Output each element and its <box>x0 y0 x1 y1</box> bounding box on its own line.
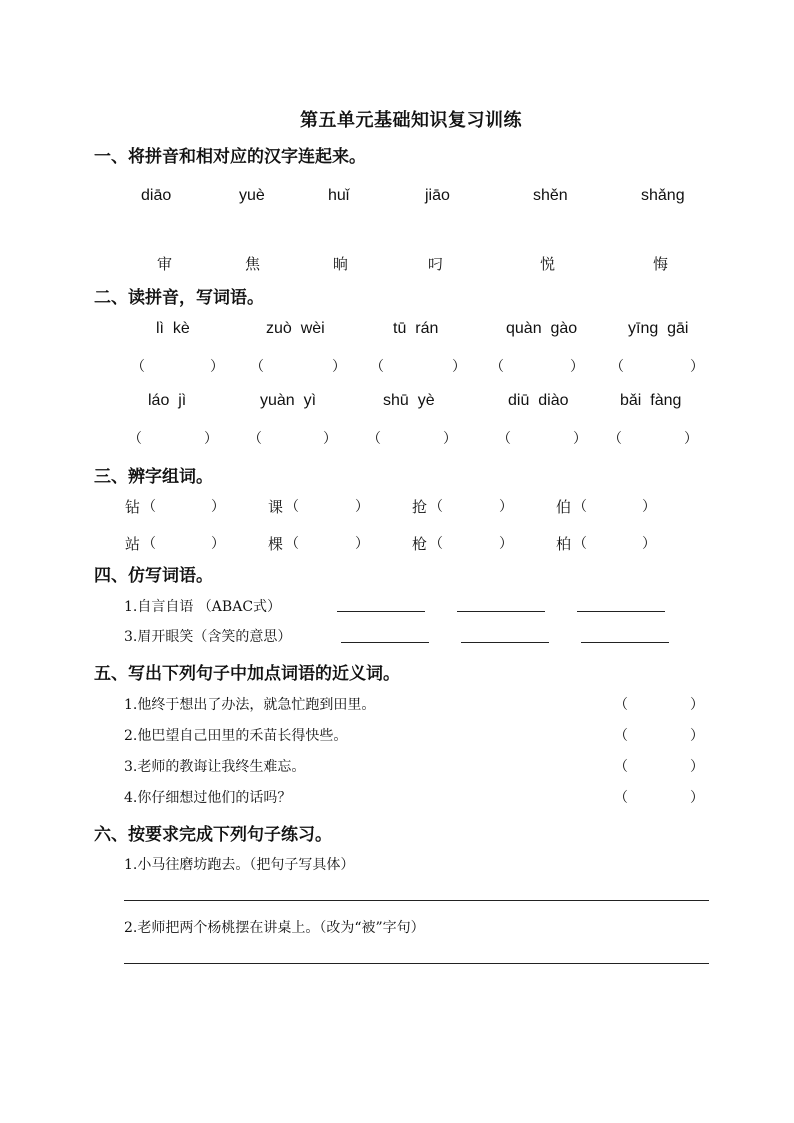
answer-paren-open: （ <box>614 697 628 713</box>
answer-paren-open: （ <box>248 431 262 447</box>
answer-paren-open: （ <box>142 499 156 515</box>
sentence-item: 1.他终于想出了办法，就急忙跑到田里。 <box>124 697 376 713</box>
pinyin-item: shěn <box>533 187 568 204</box>
answer-paren-close: ） <box>642 536 656 552</box>
answer-paren-close: ） <box>570 359 584 375</box>
pinyin-item: jiāo <box>425 187 450 204</box>
exercise-item: 2.老师把两个杨桃摆在讲桌上。（改为“被”字句） <box>124 920 425 936</box>
pinyin-word: zuò wèi <box>266 320 325 337</box>
pinyin-item: huǐ <box>328 187 350 204</box>
answer-paren-open: （ <box>497 431 511 447</box>
answer-paren-open: （ <box>608 431 622 447</box>
pinyin-item: yuè <box>239 187 265 204</box>
section-4-heading: 四、仿写词语。 <box>94 566 213 586</box>
answer-paren-open: （ <box>429 499 443 515</box>
answer-paren-open: （ <box>128 431 142 447</box>
pinyin-word: quàn gào <box>506 320 578 337</box>
section-2-heading: 二、读拼音，写词语。 <box>94 288 264 308</box>
answer-paren-close: ） <box>499 536 513 552</box>
sentence-item: 3.老师的教诲让我终生难忘。 <box>124 759 306 775</box>
answer-paren-open: （ <box>573 499 587 515</box>
answer-paren-open: （ <box>285 536 299 552</box>
answer-paren-open: （ <box>370 359 384 375</box>
answer-line[interactable] <box>124 963 709 964</box>
section-3-heading: 三、辨字组词。 <box>94 467 213 487</box>
answer-line[interactable] <box>457 611 545 612</box>
answer-paren-open: （ <box>573 536 587 552</box>
answer-paren-close: ） <box>211 499 225 515</box>
hanzi-item[interactable]: 晌 <box>333 255 349 273</box>
sentence-item: 2.他巴望自己田里的禾苗长得快些。 <box>124 728 348 744</box>
answer-paren-close: ） <box>355 499 369 515</box>
imitation-item: 1.自言自语 （ABAC式） <box>124 599 282 615</box>
answer-paren-close: ） <box>443 431 457 447</box>
char-item: 抢 <box>412 498 428 516</box>
answer-paren-close: ） <box>499 499 513 515</box>
answer-paren-open: （ <box>610 359 624 375</box>
answer-paren-open: （ <box>429 536 443 552</box>
char-item: 枪 <box>412 535 428 553</box>
answer-paren-close: ） <box>323 431 337 447</box>
pinyin-word: bǎi fàng <box>620 392 682 409</box>
hanzi-item[interactable]: 悔 <box>653 255 669 273</box>
hanzi-item[interactable]: 焦 <box>245 255 261 273</box>
answer-paren-close: ） <box>690 697 704 713</box>
pinyin-word: shū yè <box>383 392 435 409</box>
answer-paren-open: （ <box>614 728 628 744</box>
pinyin-item: diāo <box>141 187 172 204</box>
answer-paren-close: ） <box>690 790 704 806</box>
answer-paren-close: ） <box>332 359 346 375</box>
section-5-heading: 五、写出下列句子中加点词语的近义词。 <box>94 664 400 684</box>
answer-paren-open: （ <box>142 536 156 552</box>
char-item: 钻 <box>125 498 141 516</box>
answer-paren-open: （ <box>250 359 264 375</box>
answer-paren-close: ） <box>452 359 466 375</box>
answer-paren-close: ） <box>210 359 224 375</box>
answer-paren-close: ） <box>690 759 704 775</box>
answer-paren-close: ） <box>684 431 698 447</box>
answer-paren-open: （ <box>367 431 381 447</box>
hanzi-item[interactable]: 审 <box>157 255 173 273</box>
answer-paren-close: ） <box>355 536 369 552</box>
answer-line[interactable] <box>461 642 549 643</box>
answer-paren-close: ） <box>211 536 225 552</box>
answer-paren-close: ） <box>573 431 587 447</box>
pinyin-word: láo jì <box>148 392 187 409</box>
char-item: 课 <box>268 498 284 516</box>
answer-paren-close: ） <box>690 728 704 744</box>
answer-paren-open: （ <box>614 759 628 775</box>
answer-line[interactable] <box>124 900 709 901</box>
pinyin-item: shǎng <box>641 187 685 204</box>
answer-line[interactable] <box>581 642 669 643</box>
answer-paren-open: （ <box>490 359 504 375</box>
answer-line[interactable] <box>337 611 425 612</box>
pinyin-word: lì kè <box>156 320 190 337</box>
pinyin-word: diū diào <box>508 392 569 409</box>
char-item: 棵 <box>268 535 284 553</box>
answer-line[interactable] <box>341 642 429 643</box>
answer-paren-open: （ <box>614 790 628 806</box>
page-title: 第五单元基础知识复习训练 <box>300 110 522 131</box>
pinyin-word: yuàn yì <box>260 392 317 409</box>
char-item: 站 <box>125 535 141 553</box>
pinyin-word: tū rán <box>393 320 439 337</box>
hanzi-item[interactable]: 叼 <box>428 255 444 273</box>
answer-paren-close: ） <box>690 359 704 375</box>
answer-paren-close: ） <box>204 431 218 447</box>
section-6-heading: 六、按要求完成下列句子练习。 <box>94 825 332 845</box>
hanzi-item[interactable]: 悦 <box>540 255 556 273</box>
sentence-item: 4.你仔细想过他们的话吗？ <box>124 790 292 806</box>
answer-paren-open: （ <box>131 359 145 375</box>
answer-paren-close: ） <box>642 499 656 515</box>
pinyin-word: yīng gāi <box>628 320 689 337</box>
char-item: 柏 <box>556 535 572 553</box>
char-item: 伯 <box>556 498 572 516</box>
answer-line[interactable] <box>577 611 665 612</box>
answer-paren-open: （ <box>285 499 299 515</box>
exercise-item: 1.小马往磨坊跑去。（把句子写具体） <box>124 857 355 873</box>
imitation-item: 3.眉开眼笑（含笑的意思） <box>124 629 292 645</box>
section-1-heading: 一、将拼音和相对应的汉字连起来。 <box>94 147 366 167</box>
